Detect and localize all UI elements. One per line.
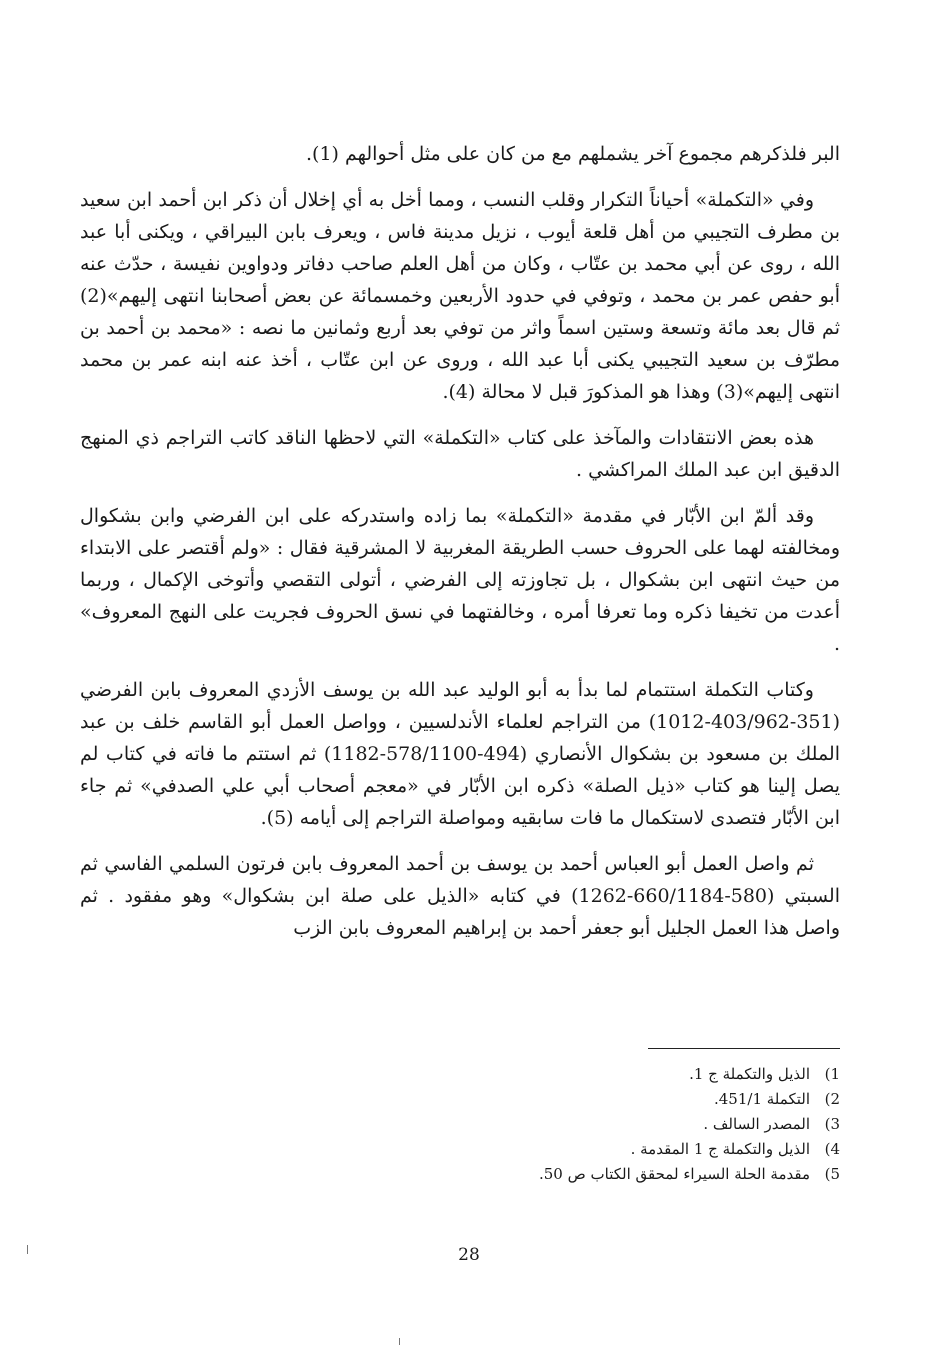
- paragraph-2: وفي «التكملة» أحياناً التكرار وقلب النسب ، ومما أخل به أي إخلال أن ذكر ابن أحمد ابن سعيد بن مطرف التجيبي من أهل قلعة أيوب ، نزيل مدينة فاس ، ويعرف بابن البيراقي ، ويكنى أبا عبد الله ، روى عن أبي محمد بن عتّاب ، وكان من أهل العلم صاحب دفاتر ودواوين نفيسة ، حدّث عنه أبو حفص عمر بن محمد ، وتوفي في حدود الأربعين وخمسمائة عن بعض أصحابنا انتهى إليهم»(2) ثم قال بعد مائة وتسعة وستين اسماً واثر من توفي بعد أربع وثمانين ما نصه : «محمد بن أحمد بن مطرّف بن سعيد التجيبي يكنى أبا عبد الله ، وروى عن ابن عتّاب ، أخذ عنه ابنه عمر بن محمد انتهى إليهم»(3) وهذا هو المذكورَ قبل لا محالة (4).: [80, 189, 840, 403]
- footnote-item: [420, 1162, 840, 1187]
- footnote-number: 4): [824, 1140, 840, 1158]
- footnote-number: 5): [824, 1165, 840, 1183]
- footnote-item: [420, 1137, 840, 1162]
- paragraph-3: هذه بعض الانتقادات والمآخذ على كتاب «التكملة» التي لاحظها الناقد كاتب التراجم ذي المنهج الدقيق ابن عبد الملك المراكشي .: [80, 427, 840, 481]
- main-text: [80, 138, 840, 958]
- footnote-text: التكملة 451/1.: [713, 1090, 810, 1108]
- footnote-item: [420, 1112, 840, 1137]
- page-number: 28: [458, 1245, 480, 1265]
- footnote-text: مقدمة الحلة السيراء لمحقق الكتاب ص 50.: [538, 1165, 810, 1183]
- footnote-item: [420, 1087, 840, 1112]
- paragraph-4: وقد ألمّ ابن الأبّار في مقدمة «التكملة» بما زاده واستدركه على ابن الفرضي وابن بشكوال ومخالفته لهما على الحروف حسب الطريقة المغربية لا المشرقية فقال : «ولم أقتصر على الابتداء من حيث انتهى ابن بشكوال ، بل تجاوزته إلى الفرضي ، أتولى التقصي وأتوخى الإكمال ، وربما أعدت من تخيفا ذكره وما تعرفا أمره ، وخالفتهما في نسق الحروف فجريت على النهج المعروف» .: [80, 505, 840, 655]
- paragraph-5: وكتاب التكملة استتمام لما بدأ به أبو الوليد عبد الله بن يوسف الأزدي المعروف بابن الفرضي (351-403/962-1012) من التراجم لعلماء الأندلسيين ، وواصل العمل أبو القاسم خلف بن عبد الملك بن مسعود بن بشكوال الأنصاري (494-578/1100-1182) ثم استتم ما فاته في كتاب لم يصل إلينا هو كتاب «ذيل الصلة» ذكره ابن الأبّار في «معجم أصحاب أبي علي الصدفي» ثم جاء ابن الأبّار فتصدى لاستكمال ما فات سابقيه ومواصلة التراجم إلى أيامه (5).: [80, 679, 840, 829]
- footnote-text: الذيل والتكملة ج 1 المقدمة .: [630, 1140, 810, 1158]
- footnote-text: الذيل والتكملة ج 1.: [689, 1065, 810, 1083]
- footnote-text: المصدر السالف .: [703, 1115, 810, 1133]
- footnote-number: 3): [824, 1115, 840, 1133]
- paragraph-1: البر فلذكرهم مجموع آخر يشملهم مع من كان على مثل أحوالهم (1).: [305, 143, 840, 165]
- scan-mark: [399, 1338, 400, 1345]
- footnote-separator: [648, 1048, 840, 1049]
- footnotes-list: [420, 1062, 840, 1187]
- paragraph-6: ثم واصل العمل أبو العباس أحمد بن يوسف بن أحمد المعروف بابن فرتون السلمي الفاسي ثم السبتي (580-660/1184-1262) في كتابه «الذيل على صلة ابن بشكوال» وهو مفقود . ثم واصل هذا العمل الجليل أبو جعفر أحمد بن إبراهيم المعروف بابن الزب: [80, 853, 841, 939]
- scan-mark: [27, 1245, 28, 1254]
- footnote-number: 2): [824, 1090, 840, 1108]
- footnote-number: 1): [824, 1065, 840, 1083]
- footnote-item: [420, 1062, 840, 1087]
